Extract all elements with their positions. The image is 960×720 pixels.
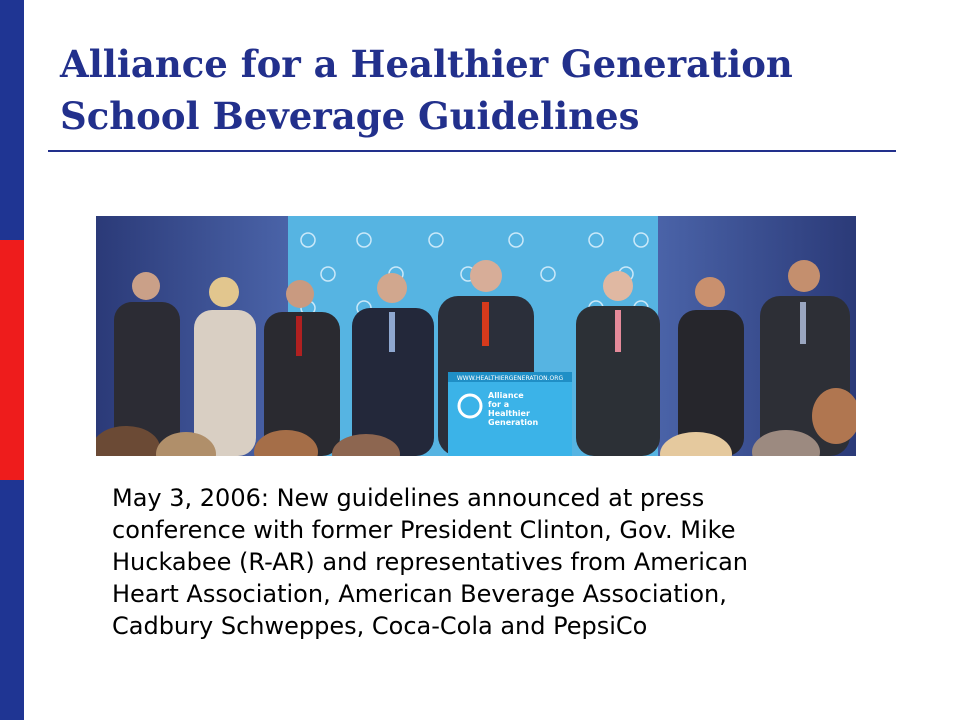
podium-logo-line-3: Healthier [488,409,530,418]
left-accent-bar-middle [0,240,24,480]
caption-line: Cadbury Schweppes, Coca-Cola and PepsiCo [112,612,648,640]
title-line-1: Alliance for a Healthier Generation [60,42,793,86]
podium-logo-line-4: Generation [488,418,539,427]
podium-url: WWW.HEALTHIERGENERATION.ORG [456,375,564,382]
caption-line: May 3, 2006: New guidelines announced at press [112,484,705,512]
title-line-2: School Beverage Guidelines [60,94,640,138]
caption-line: Heart Association, American Beverage Association, [112,580,727,608]
title-divider [48,150,896,152]
podium-logo-line-2: for a [488,400,510,409]
photo-caption [112,482,912,642]
left-accent-bar-bottom [0,480,24,720]
press-conference-photo [96,216,856,456]
caption-line: Huckabee (R-AR) and representatives from American [112,548,749,576]
caption-line: conference with former President Clinton, Gov. Mike [112,516,736,544]
podium-logo-line-1: Alliance [488,391,524,400]
left-accent-bar-top [0,0,24,240]
slide-title [60,38,920,142]
